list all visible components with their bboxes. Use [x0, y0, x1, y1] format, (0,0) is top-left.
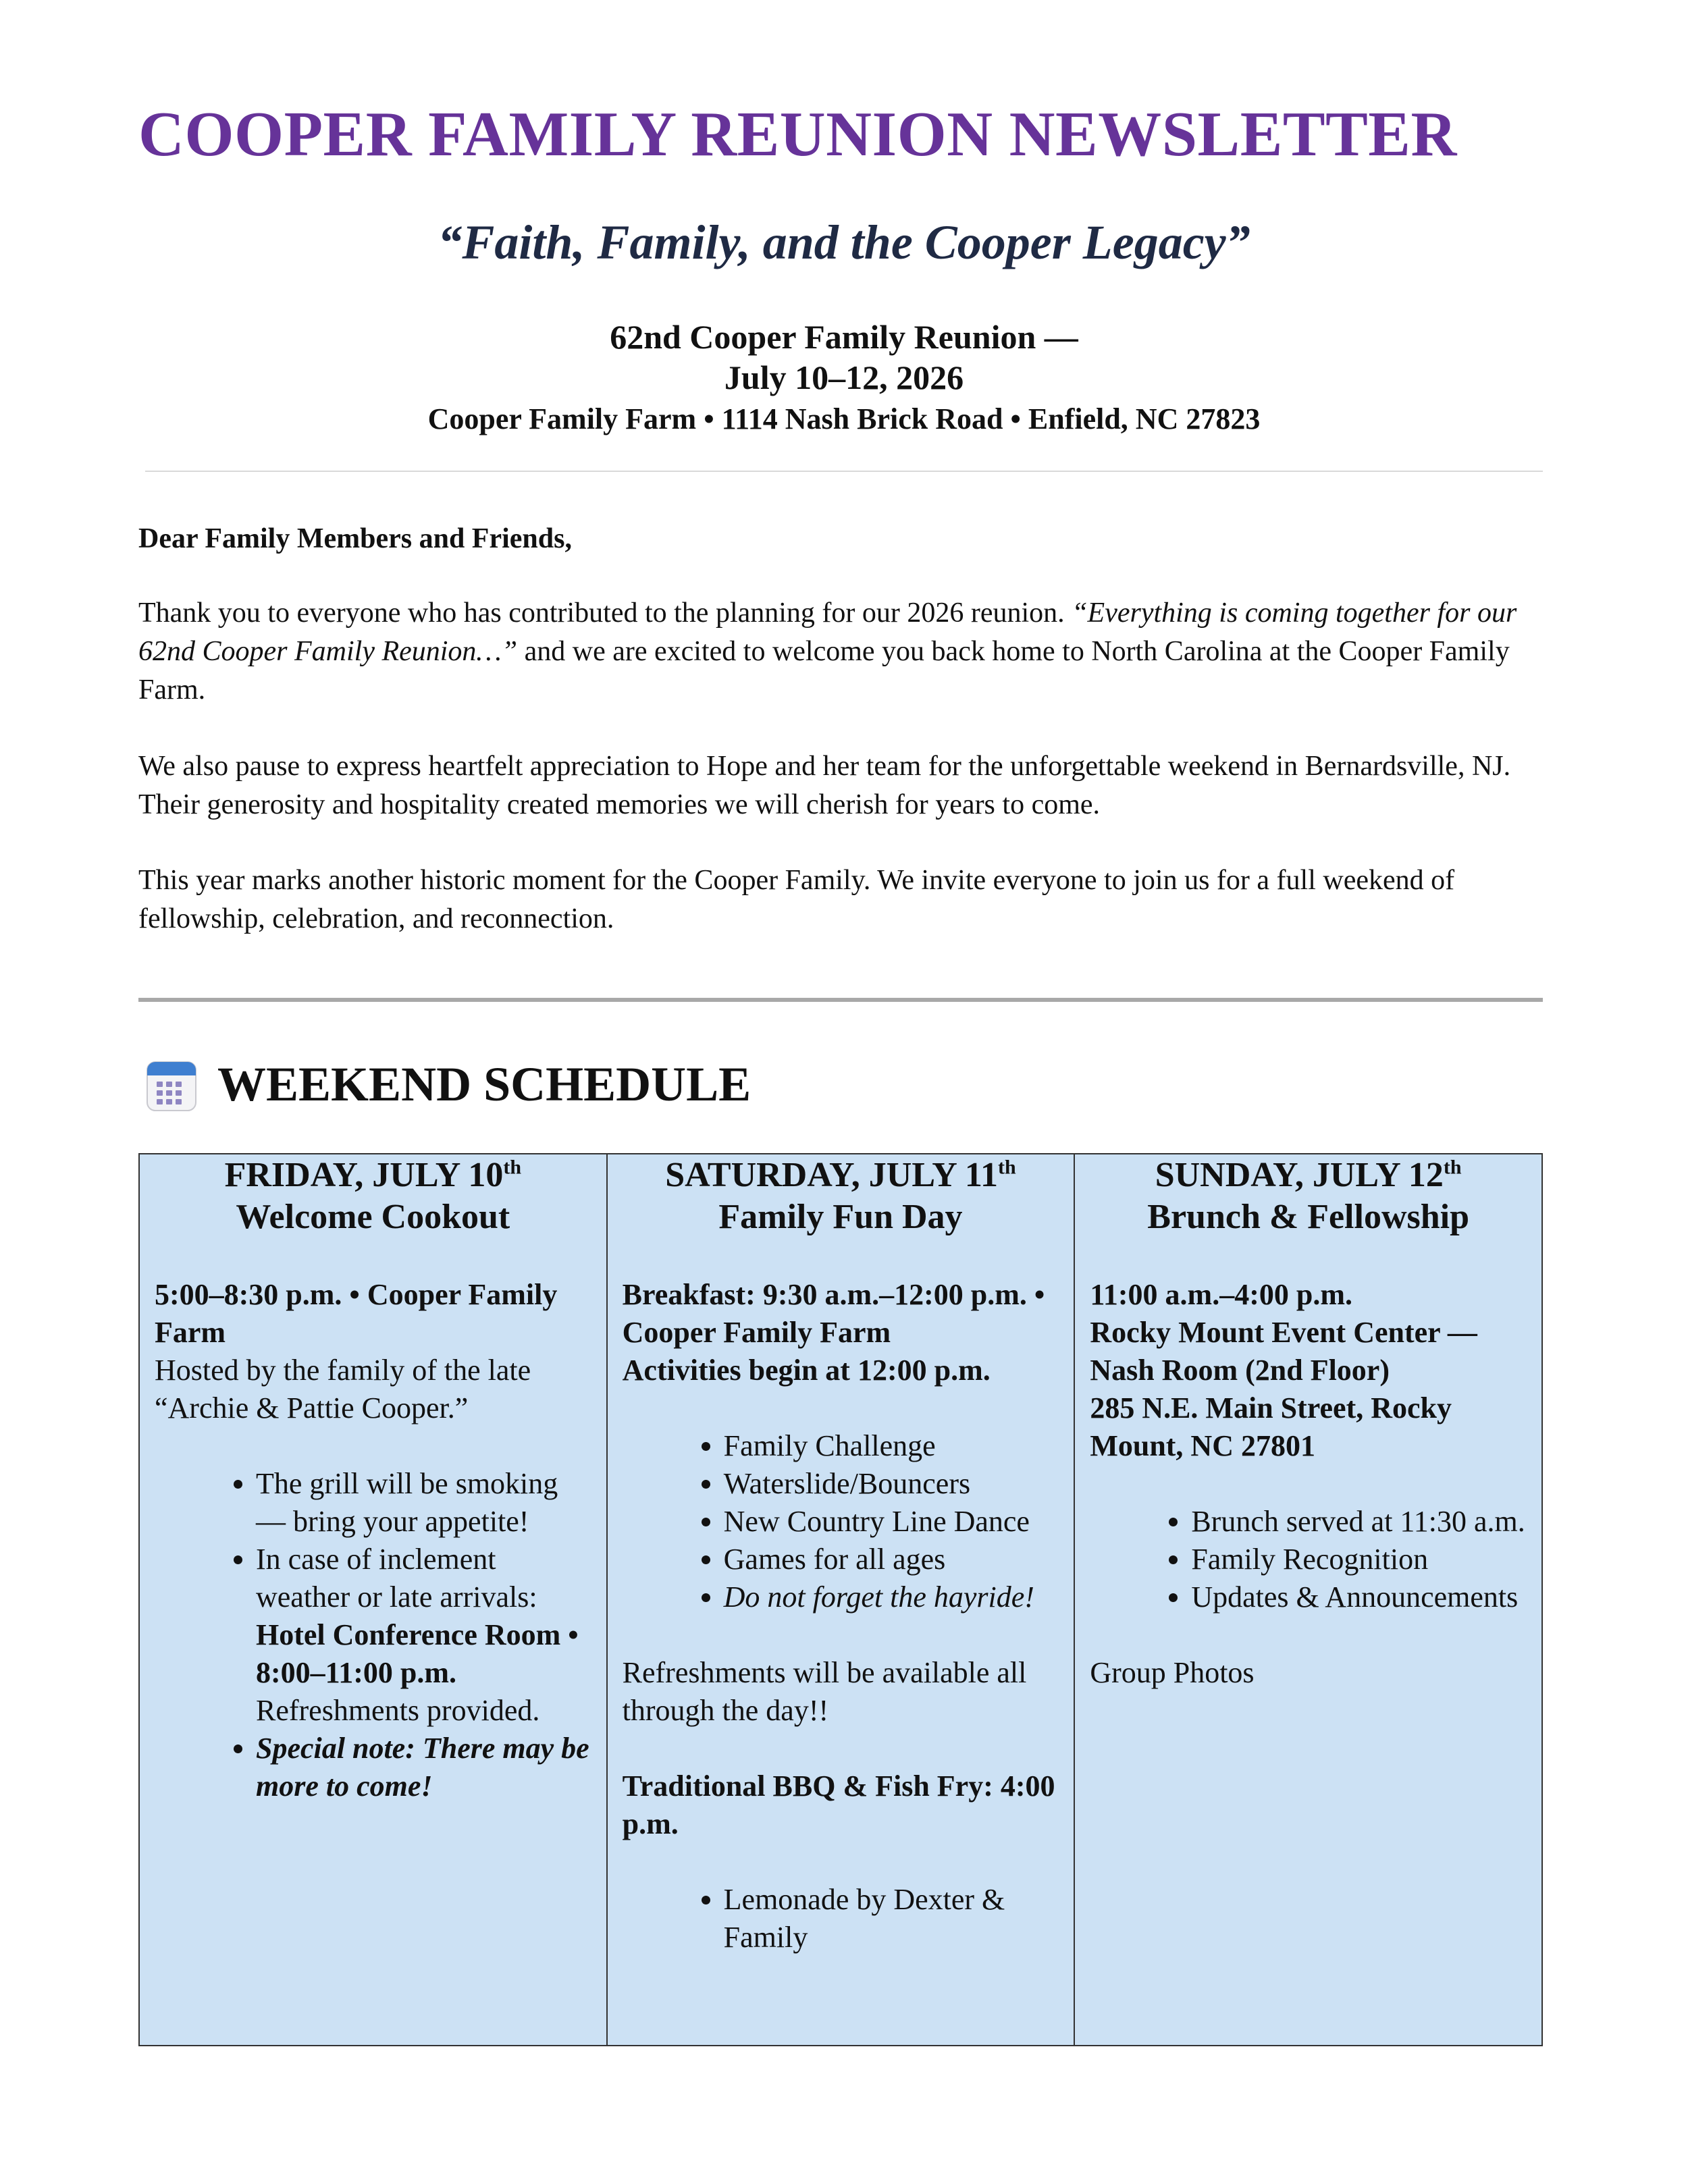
saturday-header [623, 1154, 1059, 1238]
sunday-photos: Group Photos [1090, 1656, 1255, 1689]
list-item: • Waterslide/Bouncers [724, 1465, 1059, 1503]
sunday-time: 11:00 a.m.–4:00 p.m. [1090, 1278, 1352, 1311]
letter-paragraph-1 [138, 594, 1556, 710]
letter-greeting: Dear Family Members and Friends, [138, 523, 572, 554]
schedule-table [138, 1153, 1543, 2046]
event-name: 62nd Cooper Family Reunion — [610, 318, 1078, 356]
friday-bullet2-end: Refreshments provided. [256, 1694, 540, 1727]
list-item: • Family Recognition [1191, 1541, 1527, 1578]
list-item [724, 1578, 1059, 1616]
list-item [256, 1541, 591, 1730]
saturday-breakfast: Breakfast: 9:30 a.m.–12:00 p.m. • Cooper Family Farm [622, 1278, 1045, 1349]
sunday-venue: Rocky Mount Event Center — Nash Room (2nd Floor) [1090, 1316, 1477, 1387]
sunday-address: 285 N.E. Main Street, Rocky Mount, NC 27801 [1090, 1391, 1452, 1462]
letter-paragraph-3: This year marks another historic moment for the Cooper Family. We invite everyone to join us for a full weekend of fellowship, celebration, and reconnection. [138, 865, 1455, 934]
list-item [256, 1730, 591, 1805]
saturday-list [623, 1427, 1059, 1616]
sunday-header [1090, 1154, 1527, 1238]
saturday-refreshments: Refreshments will be available all through the day!! [622, 1656, 1027, 1727]
tagline: “Faith, Family, and the Cooper Legacy” [438, 215, 1250, 269]
sunday-sup: th [1443, 1156, 1462, 1179]
section-divider [138, 998, 1543, 1002]
saturday-day: SATURDAY, JULY 11 [665, 1156, 998, 1194]
saturday-bbq-list [623, 1881, 1059, 1956]
sunday-list [1090, 1503, 1527, 1616]
p1-end: and we are excited to welcome you back home to North Carolina at the Cooper Family Farm. [138, 636, 1510, 705]
saturday-sup: th [998, 1156, 1016, 1179]
saturday-activities: Activities begin at 12:00 p.m. [622, 1354, 991, 1387]
friday-special-note: Special note: There may be more to come! [256, 1732, 589, 1803]
list-item: • Brunch served at 11:30 a.m. [1191, 1503, 1527, 1541]
friday-bullet2-text: In case of inclement weather or late arrivals: [256, 1543, 537, 1614]
list-item: • Family Challenge [724, 1427, 1059, 1465]
sunday-day: SUNDAY, JULY 12 [1155, 1156, 1444, 1194]
event-location: Cooper Family Farm • 1114 Nash Brick Road • Enfield, NC 27823 [427, 402, 1261, 435]
friday-bullet2-bold: Hotel Conference Room • 8:00–11:00 p.m. [256, 1618, 579, 1689]
friday-header [155, 1154, 591, 1238]
friday-host: Hosted by the family of the late “Archie & Pattie Cooper.” [155, 1354, 531, 1424]
friday-event: Welcome Cookout [236, 1198, 510, 1236]
friday-list [155, 1465, 591, 1805]
letter-paragraph-2: We also pause to express heartfelt appreciation to Hope and her team for the unforgettable weekend in Bernardsville, NJ. Their generosity and hospitality created memories we will cherish for years to come. [138, 751, 1511, 820]
p1-start: Thank you to everyone who has contributed to the planning for our 2026 reunion. [138, 597, 1072, 629]
hayride-note: Do not forget the hayride! [723, 1580, 1034, 1614]
sunday-column [1074, 1154, 1542, 2046]
saturday-bbq: Traditional BBQ & Fish Fry: 4:00 p.m. [622, 1769, 1055, 1840]
friday-sup: th [503, 1156, 522, 1179]
event-dates: July 10–12, 2026 [724, 358, 964, 396]
schedule-heading: WEEKEND SCHEDULE [217, 1057, 751, 1111]
p1-quote: “Everything is coming together for our 62nd Cooper Family Reunion…” [138, 597, 1517, 667]
sunday-event: Brunch & Fellowship [1147, 1198, 1470, 1236]
saturday-column [607, 1154, 1075, 2046]
friday-day: FRIDAY, JULY 10 [224, 1156, 504, 1194]
list-item: • New Country Line Dance [724, 1503, 1059, 1541]
header-divider [145, 471, 1543, 472]
list-item: • Updates & Announcements [1191, 1578, 1527, 1616]
friday-time-place: 5:00–8:30 p.m. • Cooper Family Farm [155, 1278, 558, 1349]
newsletter-title: COOPER FAMILY REUNION NEWSLETTER [138, 99, 1457, 169]
list-item: • Games for all ages [724, 1541, 1059, 1578]
saturday-event: Family Fun Day [718, 1198, 963, 1236]
list-item: • The grill will be smoking — bring your appetite! [256, 1465, 591, 1541]
list-item: • Lemonade by Dexter & Family [724, 1881, 1059, 1956]
friday-column [139, 1154, 607, 2046]
calendar-icon [145, 1060, 198, 1113]
